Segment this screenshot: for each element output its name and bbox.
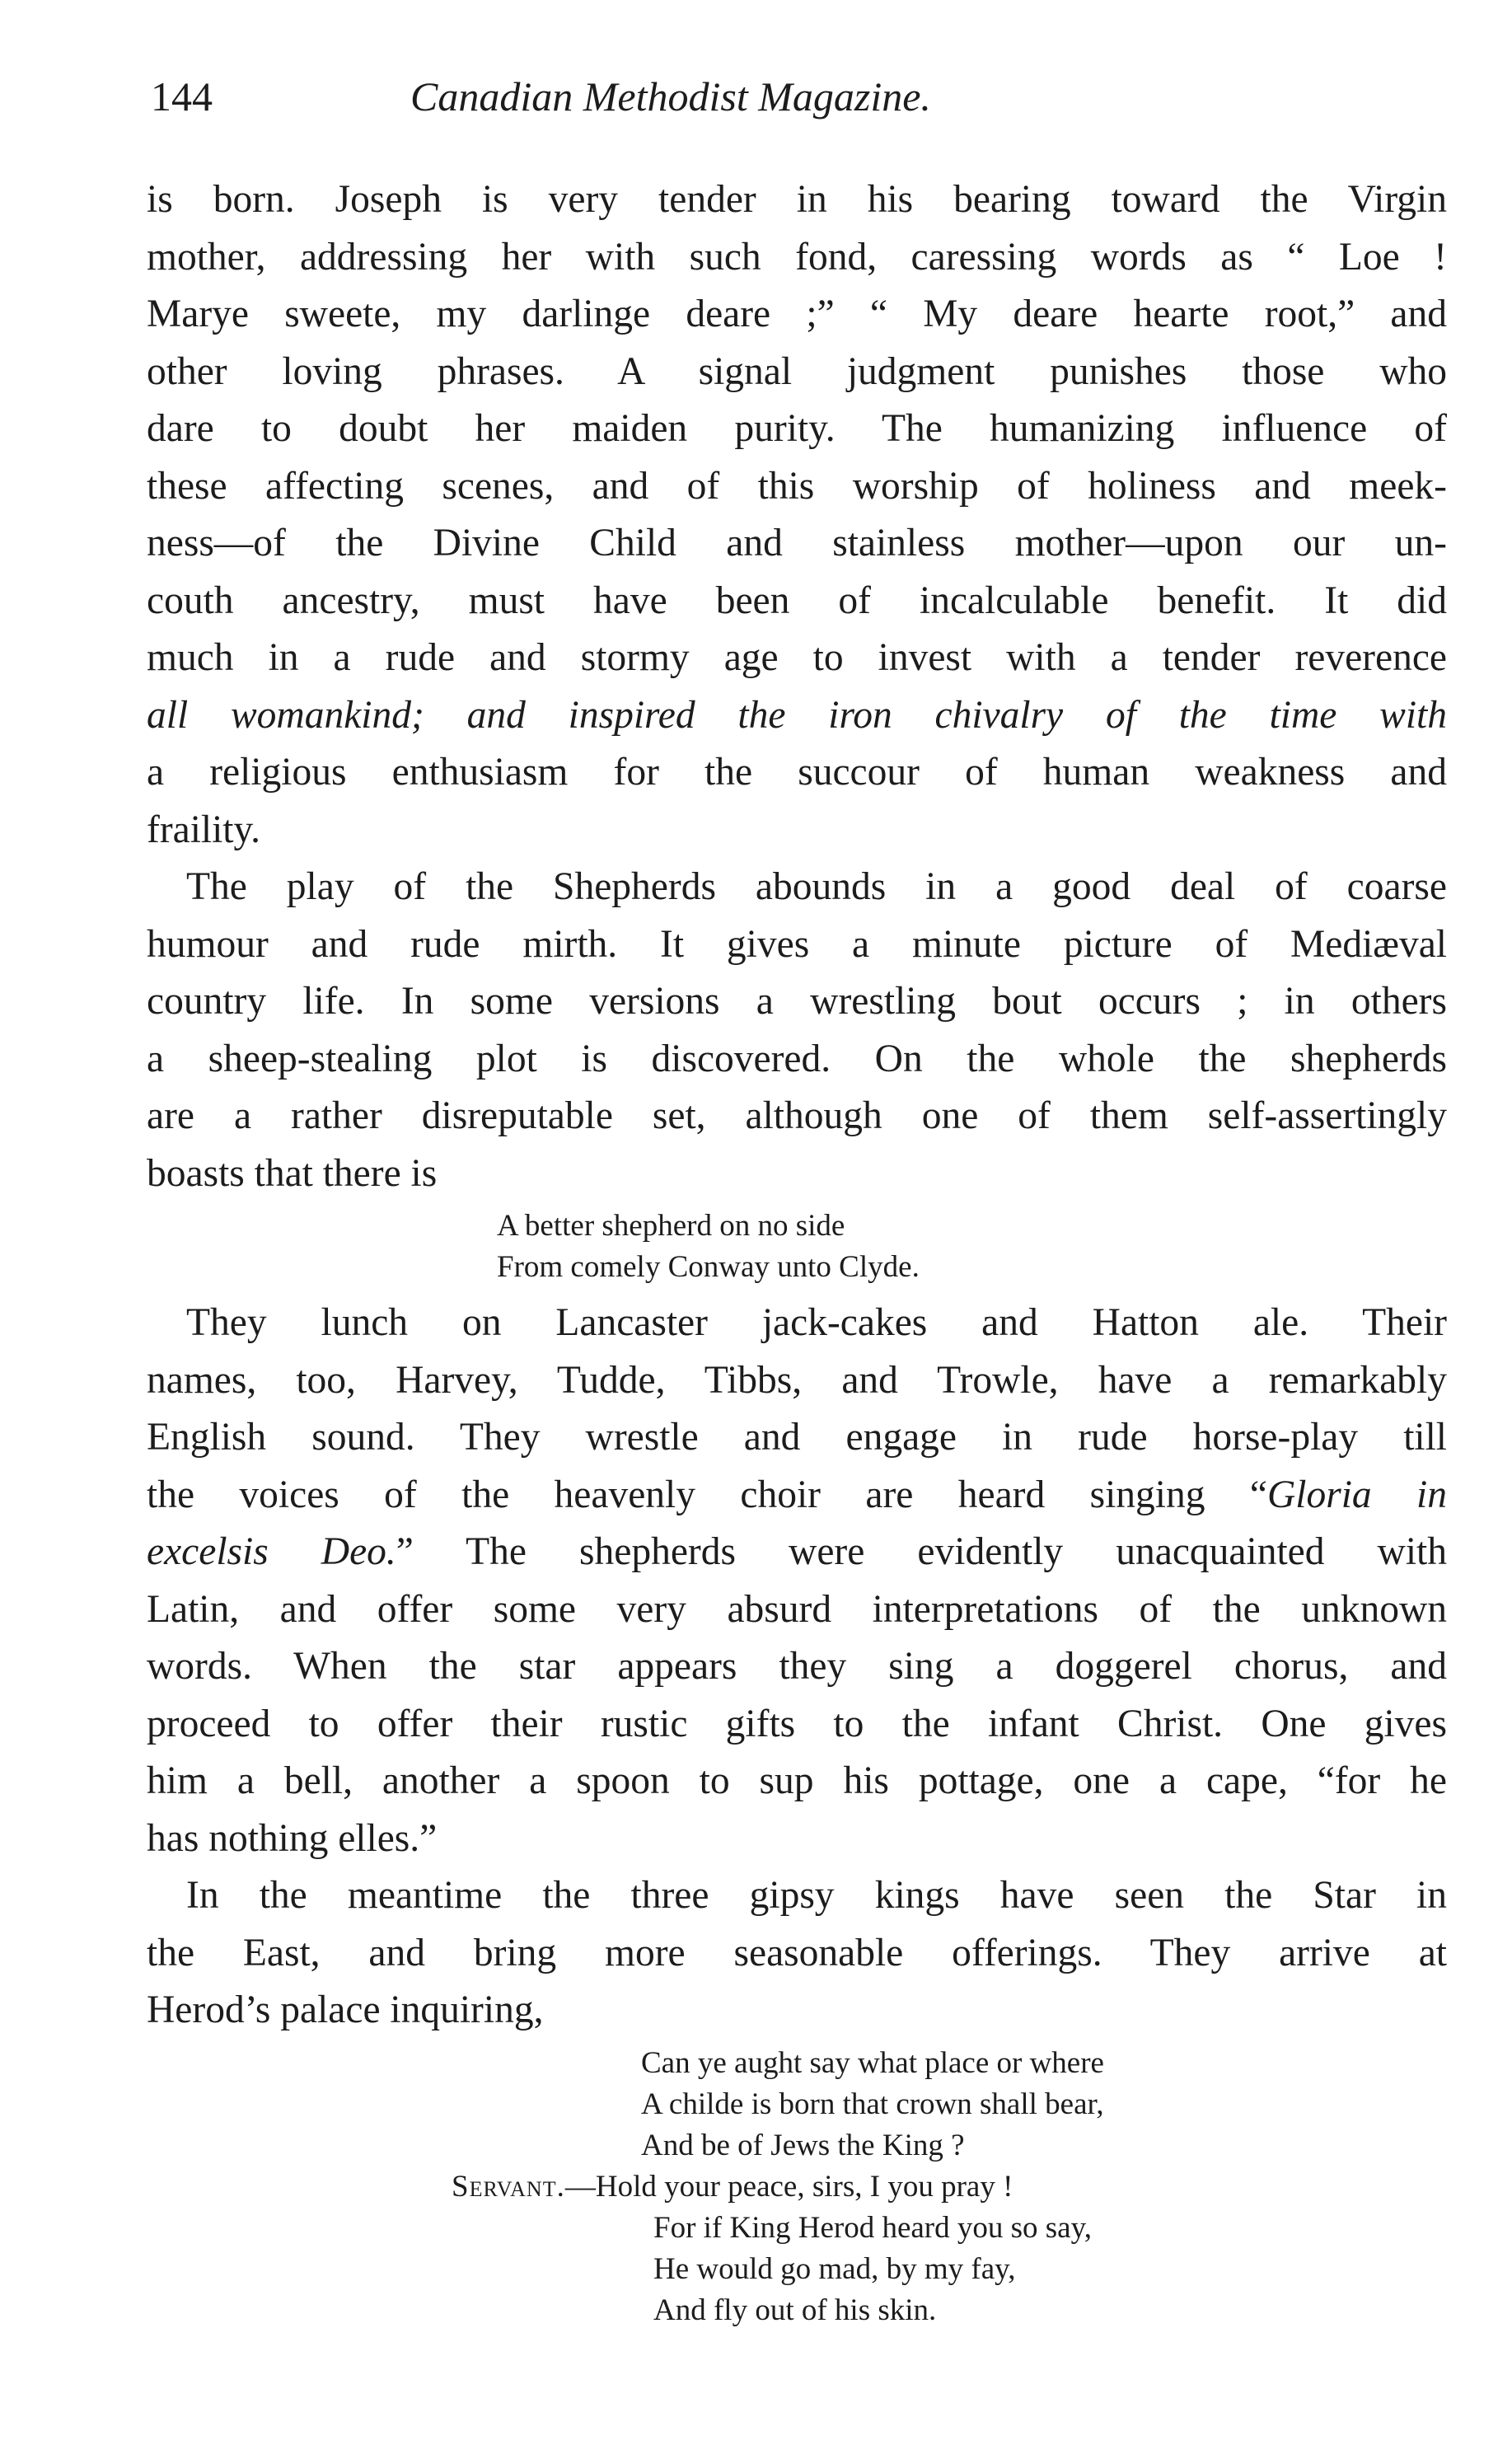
text-line: ness—of the Divine Child and stainless mother—upon our un- (147, 522, 1447, 564)
text-line: Herod’s palace inquiring, (147, 1988, 544, 2031)
paragraph-2 (147, 859, 1447, 1202)
verse-line: For if King Herod heard you so say, (653, 2210, 1092, 2245)
verse-line: A better shepherd on no side (497, 1209, 845, 1243)
page-header (151, 73, 1436, 138)
text-line: boasts that there is (147, 1151, 438, 1195)
running-title: Canadian Methodist Magazine. (410, 73, 931, 119)
text-line: names, too, Harvey, Tudde, Tibbs, and Trowle, have a remarkably (147, 1358, 1447, 1402)
text-line: words. When the star appears they sing a doggerel chorus, and (147, 1645, 1447, 1688)
speaker-line: —Hold your peace, sirs, I you pray ! (564, 2169, 1013, 2204)
verse-line: From comely Conway unto Clyde. (497, 1250, 920, 1284)
text-line (147, 1467, 1447, 1525)
verse-line: And fly out of his skin. (653, 2293, 937, 2327)
speaker-name: Servant. (452, 2169, 565, 2204)
verse-line: Can ye aught say what place or where (641, 2045, 1104, 2080)
paragraph-4 (147, 1867, 1447, 2040)
body-text (147, 171, 1447, 2338)
page-number: 144 (151, 73, 213, 119)
text-line: a sheep-stealing plot is discovered. On the whole the shepherds (147, 1037, 1447, 1080)
verse-quote-2 (147, 2043, 1447, 2331)
text-line: In the meantime the three gipsy kings have seen the Star in (186, 1874, 1447, 1917)
text-line: much in a rude and stormy age to invest with a tender reverence (147, 636, 1447, 679)
verse-quote-1 (147, 1206, 1447, 1288)
paragraph-3 (147, 1295, 1447, 1867)
text-line: couth ancestry, must have been of incalculable benefit. It did (147, 578, 1447, 622)
text-line-italic: all womankind; and inspired the iron chivalry of the time with (147, 693, 1447, 737)
text-line: the East, and bring more seasonable offerings. They arrive at (147, 1931, 1447, 1974)
text-line: these affecting scenes, and of this worship of holiness and meek- (147, 464, 1447, 508)
verse-line: A childe is born that crown shall bear, (641, 2087, 1104, 2121)
text-line: mother, addressing her with such fond, caressing words as “ Loe ! (147, 235, 1447, 279)
text-line: Latin, and offer some very absurd interpretations of the unknown (147, 1587, 1447, 1631)
gloria-italic: excelsis Deo. (147, 1530, 396, 1573)
text-line: English sound. They wrestle and engage in rude horse-play till (147, 1416, 1447, 1459)
gloria-pre: the voices of the heavenly choir are heard singing “ (147, 1473, 1267, 1516)
text-line: him a bell, another a spoon to sup his pottage, one a cape, “for he (147, 1759, 1447, 1802)
verse-line: He would go mad, by my fay, (653, 2251, 1016, 2286)
text-line: country life. In some versions a wrestling bout occurs ; in others (147, 980, 1447, 1023)
gloria-italic: Gloria in (1266, 1473, 1447, 1516)
text-line: is born. Joseph is very tender in his bearing toward the Virgin (147, 178, 1447, 221)
verse-line-speaker (452, 2166, 1447, 2208)
text-line: are a rather disreputable set, although one of them self-assertingly (147, 1094, 1447, 1137)
paragraph-1 (147, 171, 1447, 859)
text-line: They lunch on Lancaster jack-cakes and Hatton ale. Their (186, 1301, 1447, 1344)
text-line: proceed to offer their rustic gifts to the infant Christ. One gives (147, 1702, 1447, 1745)
text-line: Marye sweete, my darlinge deare ;” “ My deare hearte root,” and (147, 293, 1447, 335)
text-line: a religious enthusiasm for the succour of human weakness and (147, 751, 1447, 794)
text-line: has nothing elles.” (147, 1816, 438, 1860)
text-line: fraility. (147, 808, 261, 851)
text-line: humour and rude mirth. It gives a minute picture of Mediæval (147, 922, 1447, 966)
verse-line: And be of Jews the King ? (641, 2128, 965, 2162)
text-line: other loving phrases. A signal judgment punishes those who (147, 349, 1447, 393)
gloria-post: ” The shepherds were evidently unacquainted with (396, 1530, 1447, 1573)
text-line: dare to doubt her maiden purity. The humanizing influence of (147, 407, 1447, 450)
text-line (147, 1524, 1447, 1581)
text-line: The play of the Shepherds abounds in a good deal of coarse (186, 865, 1447, 908)
